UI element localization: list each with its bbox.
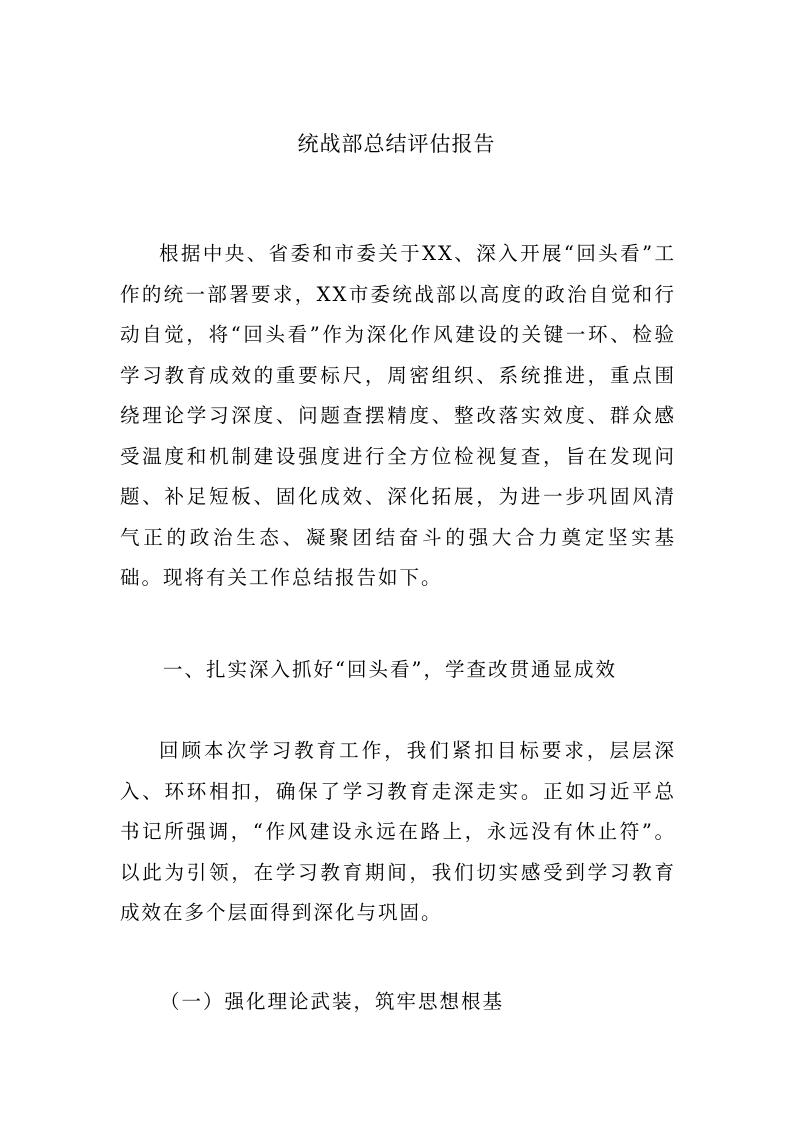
intro-paragraph: 根据中央、省委和市委关于XX、深入开展“回头看”工作的统一部署要求，XX市委统战部以高度的政治自觉和行动自觉，将“回头看”作为深化作风建设的关键一环、检验学习教育成效的重要标尺，周密组织、系统推进，重点围绕理论学习深度、问题查摆精度、整改落实效度、群众感受温度和机制建设强度进行全方位检视复查，旨在发现问题、补足短板、固化成效、深化拓展，为进一步巩固风清气正的政治生态、凝聚团结奋斗的强大合力奠定坚实基础。现将有关工作总结报告如下。 — [120, 242, 676, 589]
section-heading-1: 一、扎实深入抓好“回头看”，学查改贯通显成效 — [163, 658, 617, 681]
document-title: 统战部总结评估报告 — [297, 132, 496, 156]
subsection-heading-1: （一）强化理论武装，筑牢思想根基 — [160, 990, 505, 1013]
review-paragraph: 回顾本次学习教育工作，我们紧扣目标要求，层层深入、环环相扣，确保了学习教育走深走实。正如习近平总书记所强调，“作风建设永远在路上，永远没有休止符”。以此为引领，在学习教育期间，我们切实感受到学习教育成效在多个层面得到深化与巩固。 — [120, 739, 676, 924]
